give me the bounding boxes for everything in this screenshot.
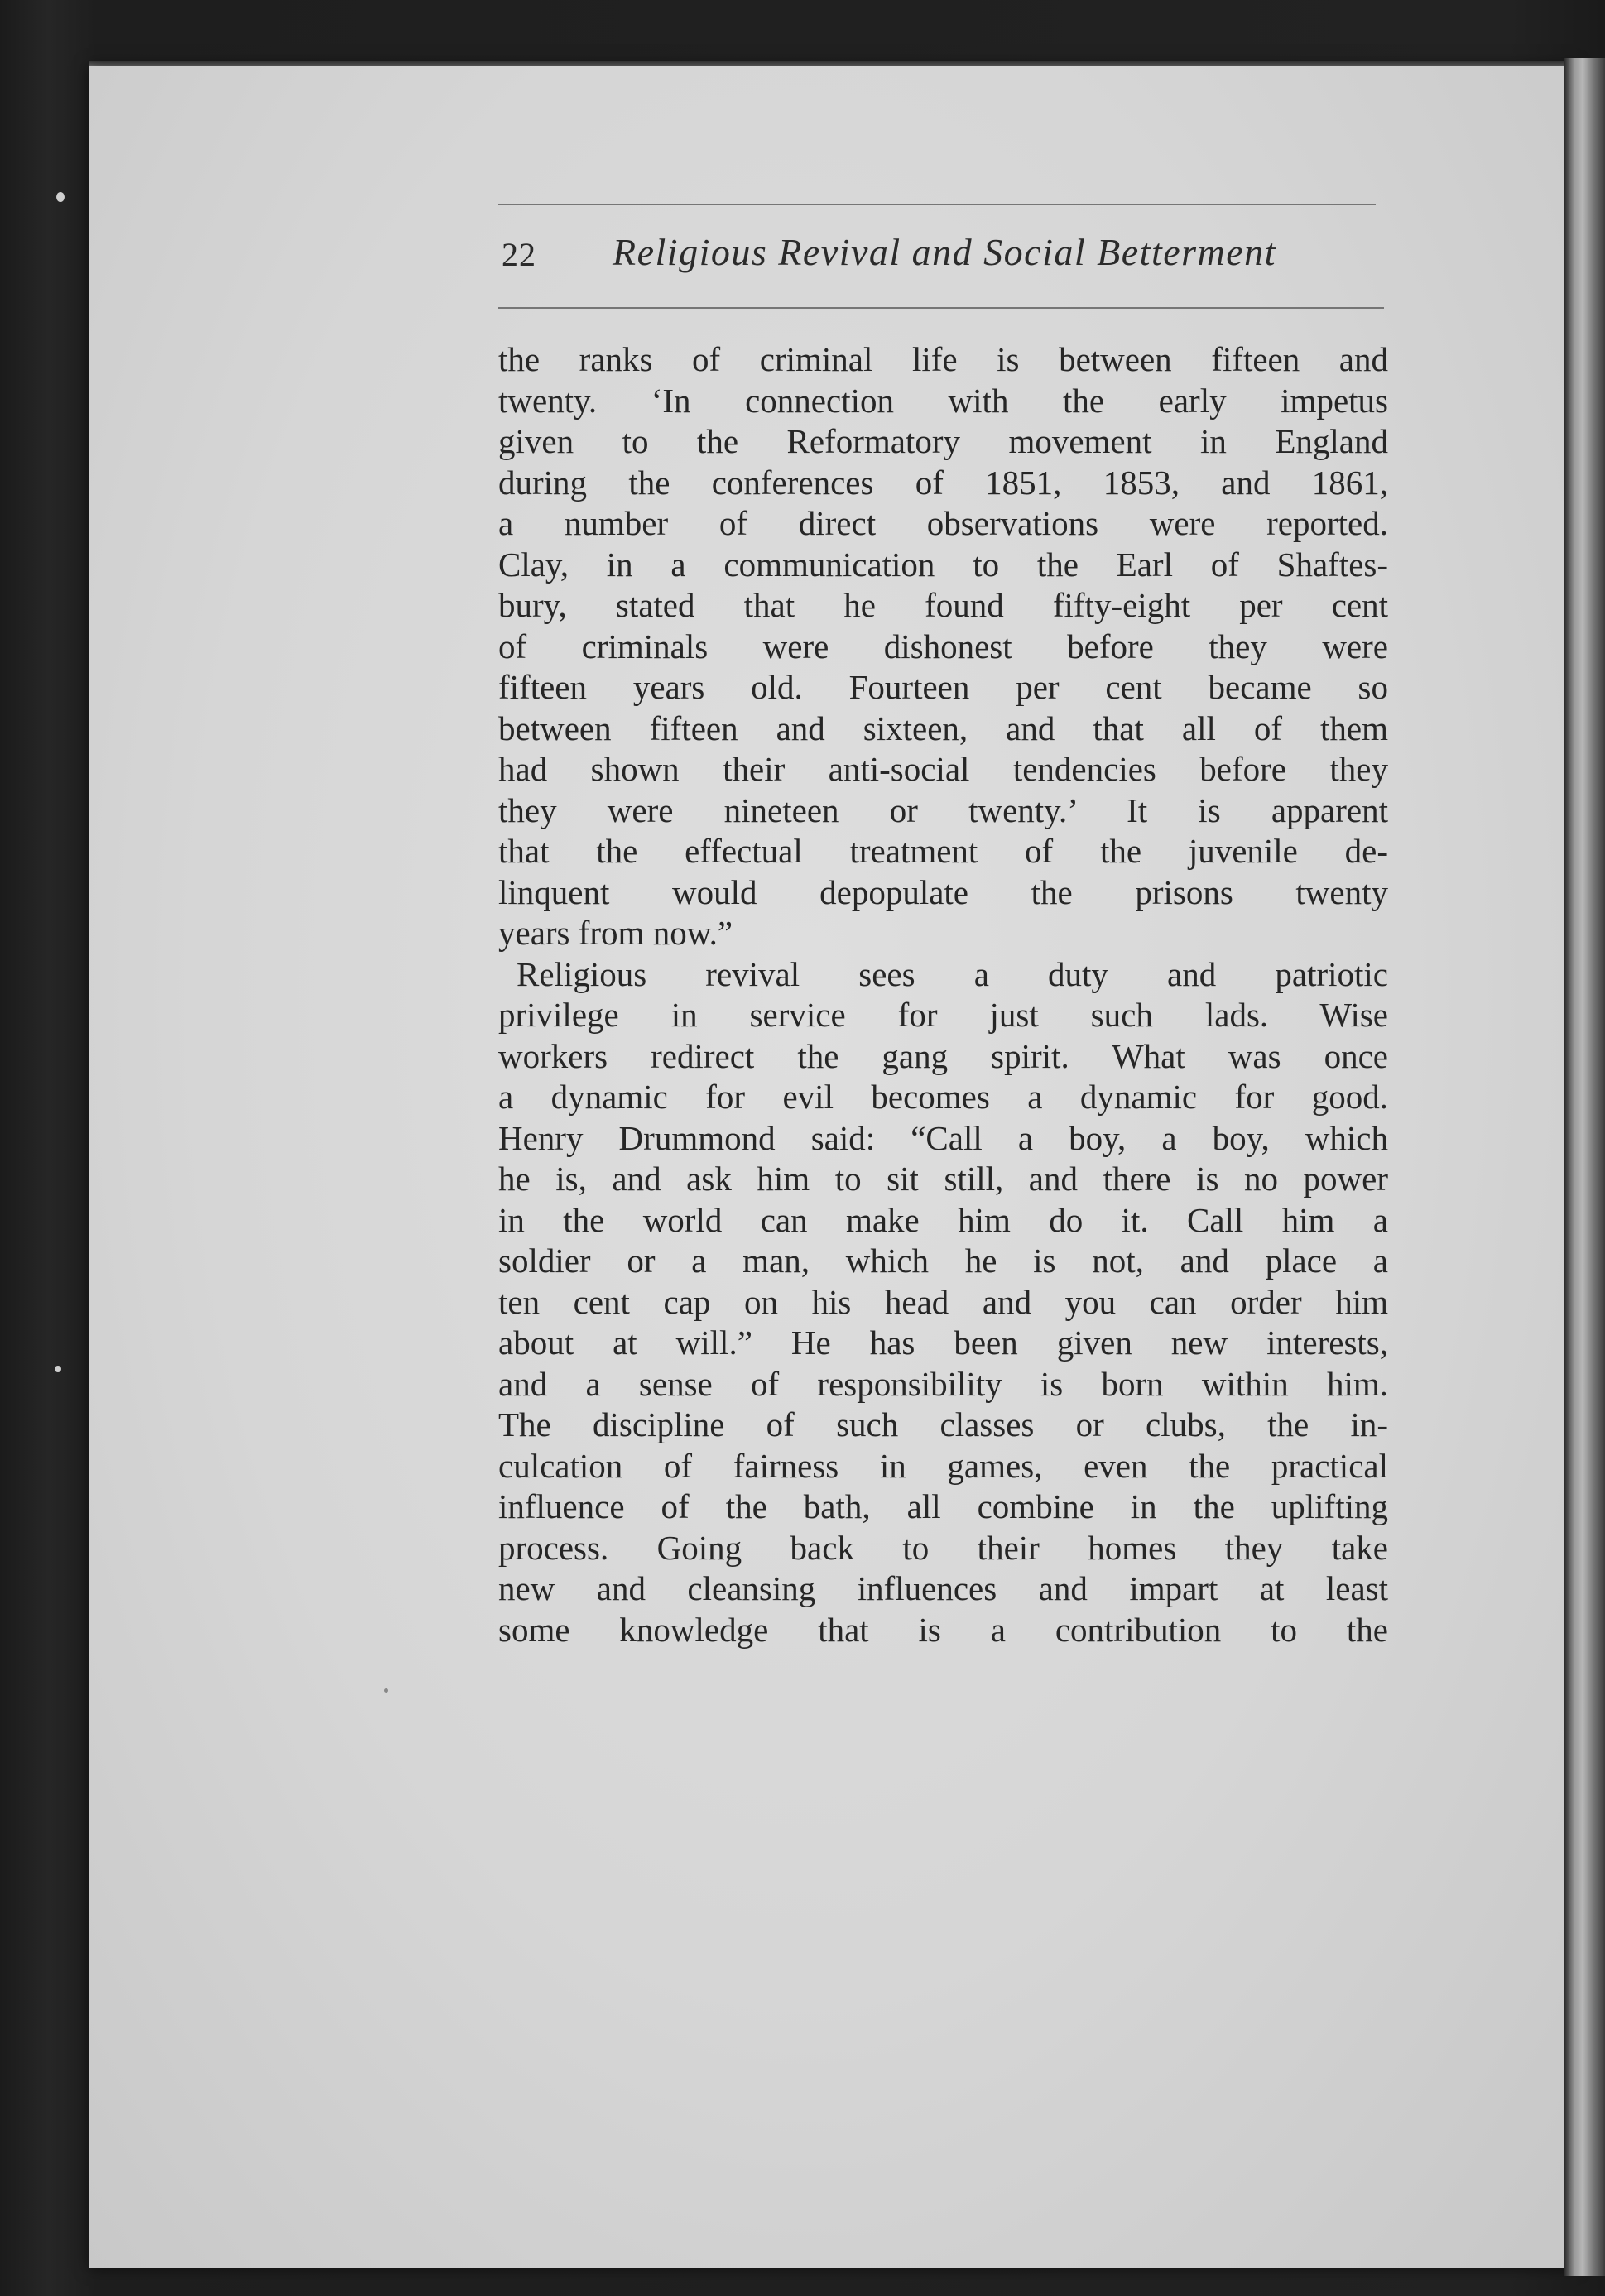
text-line: process. Going back to their homes they take [498,1528,1388,1567]
book-binding-edge [1564,58,1605,2276]
page-number: 22 [502,236,536,273]
text-line: Clay, in a communication to the Earl of Shaftes- [498,545,1388,584]
text-line: ten cent cap on his head and you can order him [498,1282,1388,1321]
text-line: linquent would depopulate the prisons twenty [498,872,1388,911]
text-line: he is, and ask him to sit still, and there is no power [498,1160,1388,1198]
paragraph-first-line: Religious revival sees a duty and patriotic [517,954,1388,993]
text-line: privilege in service for just such lads. Wise [498,996,1388,1034]
text-line: that the effectual treatment of the juvenile de- [498,832,1388,870]
text-line: Henry Drummond said: “Call a boy, a boy, which [498,1118,1388,1157]
text-line: had shown their anti-social tendencies before they [498,750,1388,788]
text-line: a number of direct observations were reported. [498,504,1388,542]
header-rule-top [498,204,1376,205]
text-line: culcation of fairness in games, even the practical [498,1446,1388,1485]
text-line: bury, stated that he found fifty-eight per cent [498,586,1388,624]
text-line: years from now.” [498,914,733,952]
text-line: during the conferences of 1851, 1853, and 1861, [498,463,1388,502]
text-line: about at will.” He has been given new interests, [498,1323,1388,1362]
text-line: of criminals were dishonest before they were [498,627,1388,665]
scan-speck [55,1366,61,1372]
scan-speck [384,1688,388,1693]
text-line: new and cleansing influences and impart at least [498,1569,1388,1607]
text-line: twenty. ‘In connection with the early impetus [498,381,1388,420]
running-head [498,230,1376,288]
text-line: a dynamic for evil becomes a dynamic for good. [498,1078,1388,1116]
text-line: influence of the bath, all combine in the uplifting [498,1487,1388,1525]
text-line: soldier or a man, which he is not, and place a [498,1242,1388,1280]
text-line: between fifteen and sixteen, and that all of them [498,708,1388,747]
text-line: The discipline of such classes or clubs, the in- [498,1405,1388,1443]
text-line: in the world can make him do it. Call him a [498,1200,1388,1239]
text-line: workers redirect the gang spirit. What was once [498,1036,1388,1075]
body-text [498,339,1388,1650]
text-line: the ranks of criminal life is between fifteen and [498,340,1388,378]
text-line: and a sense of responsibility is born within him. [498,1364,1388,1403]
text-line: fifteen years old. Fourteen per cent became so [498,668,1388,706]
running-head-title: Religious Revival and Social Betterment [613,231,1276,273]
header-rule-bottom [498,307,1384,309]
text-line: given to the Reformatory movement in England [498,422,1388,460]
text-line: some knowledge that is a contribution to the [498,1610,1388,1649]
scan-speck [56,192,65,202]
text-line: they were nineteen or twenty.’ It is apparent [498,790,1388,829]
